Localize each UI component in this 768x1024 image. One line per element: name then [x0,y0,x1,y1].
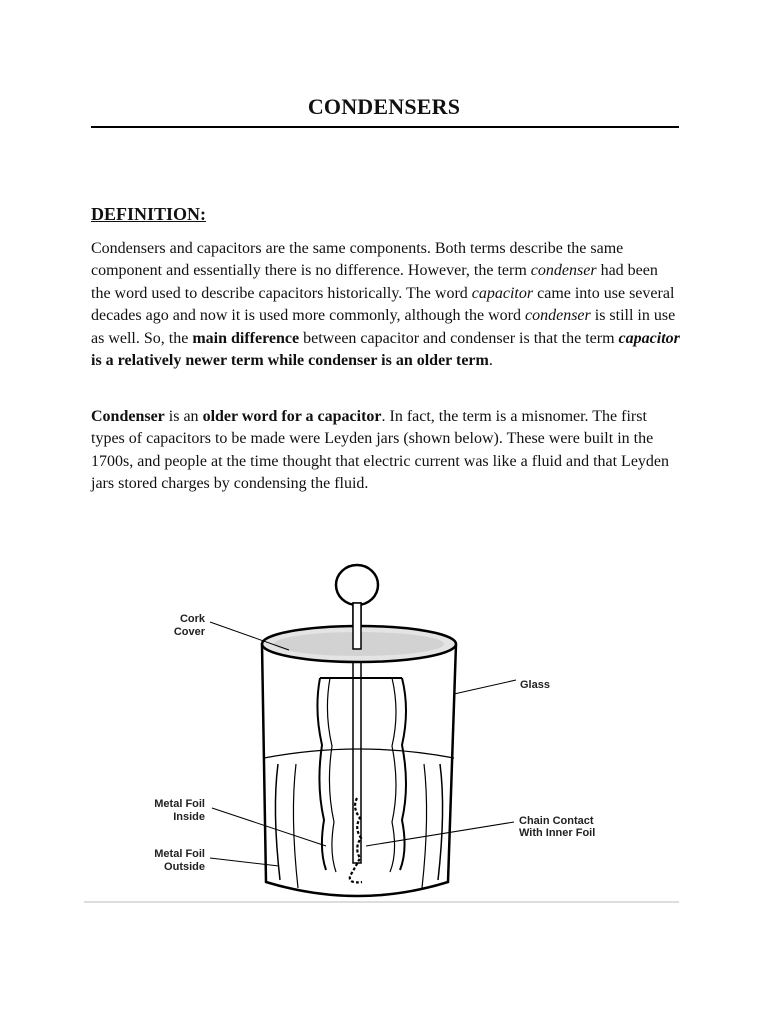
leyden-jar-diagram [84,540,684,930]
text-run: main difference [192,329,300,347]
text-run: . [488,352,493,370]
text-run: older word for a capacitor [202,408,382,425]
section-heading: DEFINITION: [91,204,207,224]
label-chain-line1: Chain Contact [519,815,594,827]
knob [336,565,378,605]
label-foil-outside-line1: Metal Foil [154,848,205,860]
text-run: Condensers and capacitors are the same components. Both terms describe the same component and essentially there is no difference. However, the term [91,240,624,280]
leader-glass [454,680,516,694]
text-run: . In fact, the term is a misnomer. The first types of capacitors to be made were Leyden jars (shown below). These were built in the 1700s, and people at the time thought that electric current was like a fluid and that Leyden jars stored charges by condensing the fluid. [91,408,670,493]
inner-foil-left [317,678,326,870]
outer-foil-left [275,764,280,880]
text-run: is still in use as well. So, the [91,307,676,347]
history-paragraph [91,406,681,496]
outer-foil-left-crease [293,764,298,888]
text-run: capacitor [471,284,534,302]
text-run: had been the word used to describe capacitors historically. The word [91,262,658,302]
label-foil-outside-line2: Outside [164,861,205,873]
inner-foil-right [400,678,406,870]
inner-foil-left-edge [327,678,336,872]
definition-paragraph [91,238,681,372]
label-foil-inside-line2: Inside [173,811,205,823]
outer-foil-right [438,764,443,880]
text-run: condenser [530,262,597,280]
text-run: capacitor [618,329,680,347]
text-run: came into use several decades ago and now it is used more commonly, although the word [91,284,675,325]
page-title: CONDENSERS [307,94,461,119]
leader-chain [366,822,514,846]
label-foil-inside-line1: Metal Foil [154,798,205,810]
leader-foil-inside [212,808,326,846]
label-chain-line2: With Inner Foil [519,827,596,839]
text-run: is a relatively newer term while condenser is an older term [91,352,489,370]
label-cork-line2: Cover [173,626,205,638]
text-run: between capacitor and condenser is that the term [299,329,619,347]
leader-foil-outside [210,858,279,866]
rod-top [353,603,361,649]
leyden-jar-figure [84,540,684,930]
outer-foil-right-crease [422,764,427,888]
label-cork-line1: Cork [179,613,205,625]
inner-foil-right-edge [390,678,396,872]
text-run: Condenser [91,408,165,425]
text-run: is an [164,408,203,425]
text-run: condenser [524,307,591,325]
label-glass: Glass [520,679,550,691]
title-underline [91,126,679,128]
